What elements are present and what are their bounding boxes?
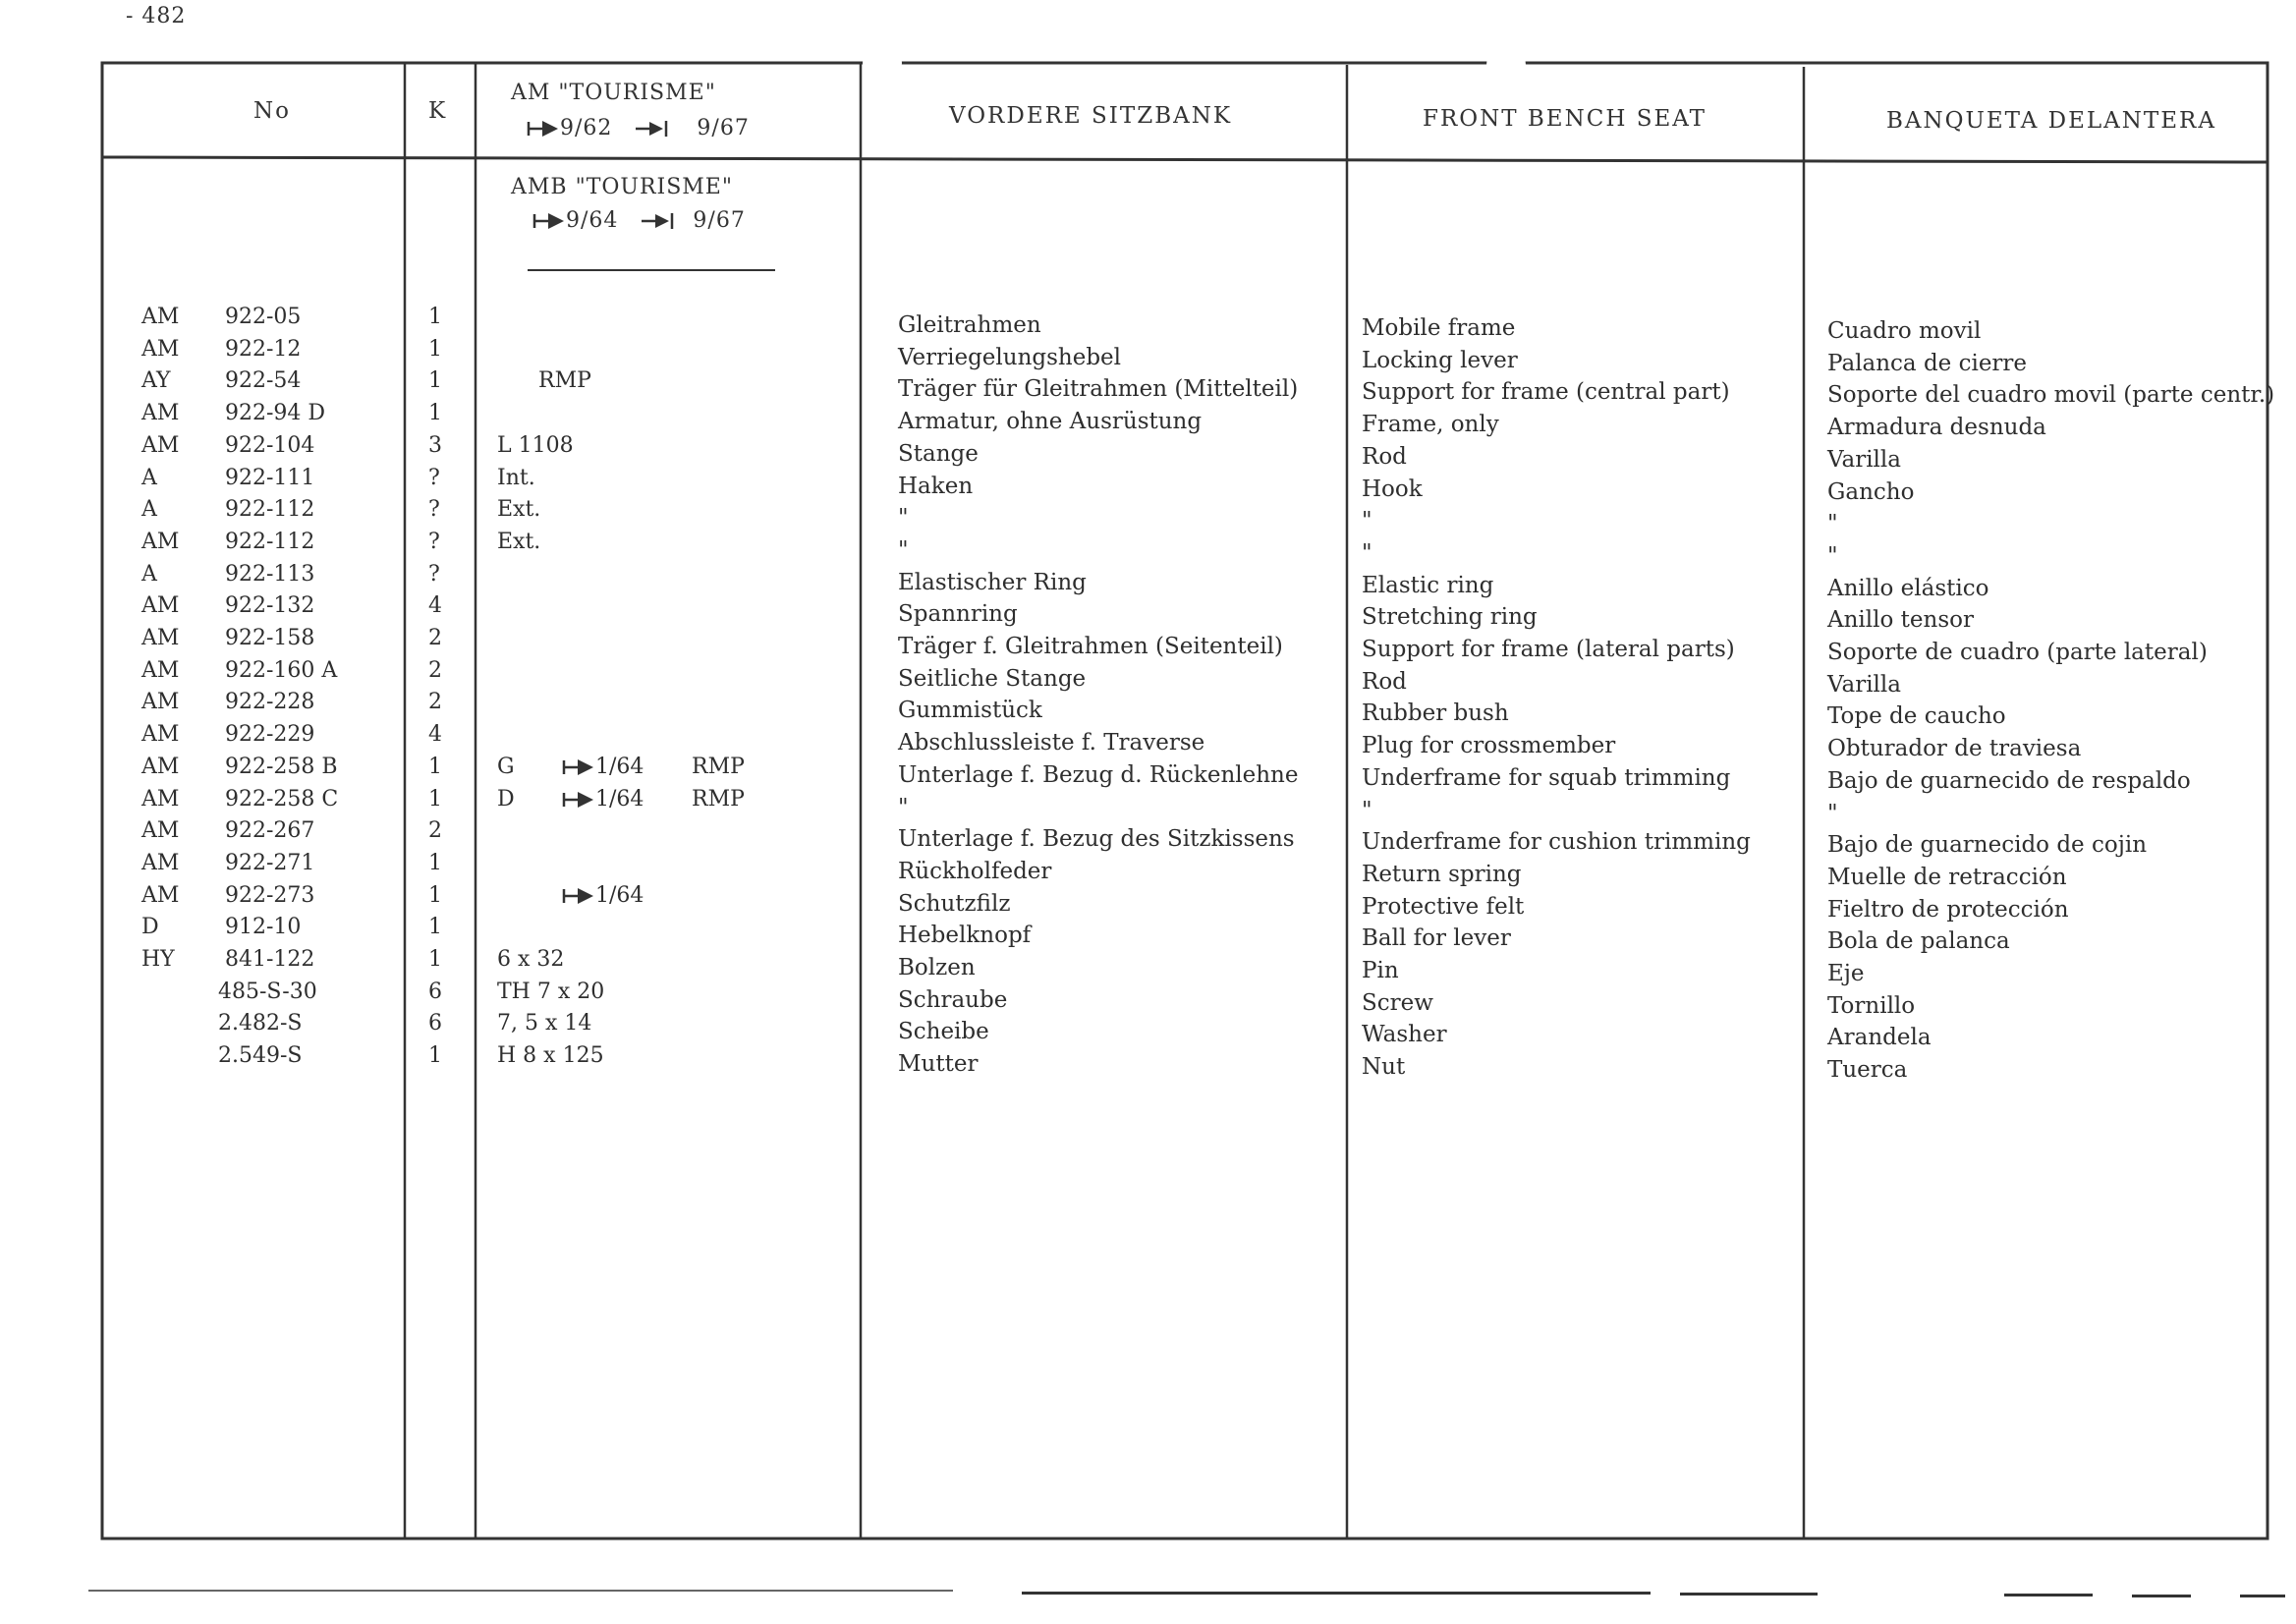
row-quantity: 1	[428, 401, 442, 426]
row-part-number: 922-271	[225, 850, 315, 875]
row-german: Abschlussleiste f. Traverse	[898, 730, 1205, 756]
from-arrow-icon	[562, 886, 595, 906]
row-quantity: 1	[428, 947, 442, 972]
row-english: Rod	[1362, 668, 1407, 695]
row-part-number: 912-10	[225, 915, 302, 940]
row-prefix: D	[141, 915, 159, 940]
row-german: Rückholfeder	[898, 858, 1052, 884]
row-english: Locking lever	[1362, 347, 1518, 373]
row-quantity: 1	[428, 786, 442, 812]
row-quantity: 2	[428, 626, 442, 650]
section-model-range	[532, 208, 746, 233]
row-spanish: "	[1827, 542, 1838, 569]
row-spanish: Anillo elástico	[1827, 575, 1989, 601]
row-part-number: 922-12	[225, 336, 302, 362]
row-english: Hook	[1362, 476, 1423, 502]
row-part-number: 922-258 B	[225, 754, 338, 779]
row-spanish: Varilla	[1827, 671, 1901, 698]
row-prefix: AM	[141, 593, 180, 619]
row-part-number: 922-158	[225, 626, 315, 650]
section-model-name: AMB "TOURISME"	[511, 175, 733, 199]
row-spanish: Arandela	[1827, 1025, 1932, 1051]
row-german: Spannring	[898, 601, 1018, 628]
row-german: Gleitrahmen	[898, 312, 1041, 338]
row-prefix: AM	[141, 850, 180, 875]
row-part-number: 922-258 C	[225, 786, 339, 812]
header-model-range	[527, 116, 750, 140]
row-notes: TH 7 x 20	[497, 979, 605, 1004]
row-quantity: ?	[428, 465, 440, 490]
row-quantity: 1	[428, 336, 442, 362]
row-part-number: 922-273	[225, 882, 315, 908]
row-english: Underframe for cushion trimming	[1362, 829, 1751, 856]
row-english: Washer	[1362, 1022, 1447, 1048]
to-arrow-icon	[634, 119, 673, 139]
row-prefix: AM	[141, 336, 180, 362]
row-notes: 6 x 32	[497, 947, 565, 972]
section-to-date: 9/67	[693, 208, 746, 233]
row-prefix: AM	[141, 882, 180, 908]
row-prefix: AM	[141, 401, 180, 426]
row-prefix: A	[141, 465, 157, 490]
row-prefix: AY	[141, 368, 171, 394]
page-number: - 482	[126, 4, 187, 28]
row-english: Support for frame (central part)	[1362, 379, 1730, 406]
scan-line	[2240, 1595, 2285, 1597]
header-spanish: BANQUETA DELANTERA	[1886, 108, 2216, 134]
row-part-number: 922-112	[225, 529, 315, 554]
row-spanish: Varilla	[1827, 446, 1901, 473]
row-date-text: 1/64	[595, 882, 644, 908]
row-english: Elastic ring	[1362, 572, 1494, 598]
row-quantity: 1	[428, 368, 442, 394]
row-spanish: Cuadro movil	[1827, 318, 1982, 344]
row-part-number: 2.482-S	[218, 1011, 303, 1036]
row-german: Mutter	[898, 1051, 979, 1078]
scan-line	[1680, 1593, 1818, 1596]
row-part-number: 922-94 D	[225, 401, 326, 426]
row-german: Haken	[898, 473, 974, 499]
row-quantity: 1	[428, 850, 442, 875]
row-prefix: AM	[141, 786, 180, 812]
row-german: Verriegelungshebel	[898, 344, 1122, 370]
row-prefix: AM	[141, 690, 180, 715]
row-quantity: 4	[428, 593, 442, 619]
row-quantity: 1	[428, 754, 442, 779]
row-spanish: Soporte de cuadro (parte lateral)	[1827, 640, 2208, 665]
row-prefix: AM	[141, 657, 180, 683]
row-quantity: 2	[428, 690, 442, 715]
row-english: Nut	[1362, 1054, 1406, 1081]
row-quantity: 1	[428, 882, 442, 908]
row-english: Underframe for squab trimming	[1362, 764, 1731, 791]
row-english: Frame, only	[1362, 412, 1499, 438]
row-date-text: 1/64	[595, 786, 644, 812]
row-rmp: RMP	[692, 786, 745, 812]
row-notes: D	[497, 786, 515, 812]
row-prefix: HY	[141, 947, 175, 972]
row-german: Unterlage f. Bezug d. Rückenlehne	[898, 761, 1299, 788]
row-from-date	[562, 883, 644, 909]
row-part-number: 841-122	[225, 947, 315, 972]
row-part-number: 922-113	[225, 561, 315, 587]
row-prefix: AM	[141, 626, 180, 650]
row-part-number: 922-111	[225, 465, 315, 490]
row-notes: L 1108	[497, 432, 574, 458]
row-quantity: 2	[428, 657, 442, 683]
row-english: Return spring	[1362, 861, 1522, 887]
row-quantity: 1	[428, 915, 442, 940]
row-part-number: 922-160 A	[225, 657, 338, 683]
row-part-number: 485-S-30	[218, 979, 317, 1004]
row-prefix: AM	[141, 818, 180, 844]
row-english: Stretching ring	[1362, 604, 1538, 631]
row-from-date	[562, 787, 644, 812]
row-prefix: AM	[141, 722, 180, 748]
row-english: "	[1362, 797, 1372, 823]
row-notes: Ext.	[497, 497, 541, 523]
row-german: Seitliche Stange	[898, 665, 1087, 692]
row-prefix: A	[141, 497, 157, 523]
row-prefix: AM	[141, 432, 180, 458]
scan-line	[2132, 1595, 2191, 1597]
row-notes: Ext.	[497, 529, 541, 554]
header-english: FRONT BENCH SEAT	[1423, 106, 1707, 132]
row-spanish: Obturador de traviesa	[1827, 736, 2082, 762]
row-spanish: Gancho	[1827, 478, 1915, 505]
row-quantity: 3	[428, 432, 442, 458]
row-quantity: 1	[428, 1043, 442, 1069]
row-part-number: 922-104	[225, 432, 315, 458]
row-part-number: 922-267	[225, 818, 315, 844]
row-prefix: AM	[141, 529, 180, 554]
row-english: Protective felt	[1362, 893, 1525, 920]
row-spanish: "	[1827, 800, 1838, 826]
row-quantity: ?	[428, 561, 440, 587]
row-german: "	[898, 536, 909, 563]
row-english: Mobile frame	[1362, 315, 1516, 341]
row-english: Plug for crossmember	[1362, 733, 1616, 759]
row-prefix: AM	[141, 305, 180, 329]
from-arrow-icon	[532, 211, 566, 231]
row-english: Rubber bush	[1362, 700, 1509, 727]
header-from-date: 9/62	[560, 116, 613, 140]
header-k: K	[428, 98, 448, 124]
row-spanish: Armadura desnuda	[1827, 415, 2046, 441]
row-german: Elastischer Ring	[898, 569, 1087, 595]
row-part-number: 922-54	[225, 368, 302, 394]
row-spanish: "	[1827, 511, 1838, 537]
row-spanish: Tope de caucho	[1827, 703, 2006, 730]
row-prefix: A	[141, 561, 157, 587]
row-german: Schutzfilz	[898, 890, 1011, 917]
row-german: Schraube	[898, 986, 1008, 1013]
row-notes: Int.	[497, 465, 535, 490]
row-part-number: 922-228	[225, 690, 315, 715]
section-from-date: 9/64	[566, 208, 619, 233]
row-quantity: 1	[428, 305, 442, 329]
from-arrow-icon	[562, 757, 595, 777]
row-part-number: 922-05	[225, 305, 302, 329]
from-arrow-icon	[562, 790, 595, 810]
row-spanish: Soporte del cuadro movil (parte centr.)	[1827, 382, 2275, 409]
row-spanish: Eje	[1827, 961, 1865, 986]
header-no: No	[253, 98, 291, 124]
row-spanish: Muelle de retracción	[1827, 864, 2067, 890]
row-english: "	[1362, 539, 1372, 566]
row-english: Support for frame (lateral parts)	[1362, 637, 1735, 662]
row-notes: H 8 x 125	[497, 1043, 604, 1069]
row-spanish: Tornillo	[1827, 992, 1916, 1019]
row-english: Screw	[1362, 989, 1433, 1016]
scan-line	[2004, 1594, 2093, 1596]
row-part-number: 922-132	[225, 593, 315, 619]
header-to-date: 9/67	[697, 116, 750, 140]
row-german: "	[898, 505, 909, 532]
header-model-name: AM "TOURISME"	[511, 81, 716, 105]
scan-line	[88, 1590, 953, 1592]
row-german: Gummistück	[898, 698, 1042, 724]
row-part-number: 2.549-S	[218, 1043, 303, 1069]
row-prefix: AM	[141, 754, 180, 779]
row-german: Bolzen	[898, 955, 976, 980]
row-spanish: Bola de palanca	[1827, 928, 2010, 955]
section-underline	[528, 269, 775, 271]
row-english: Rod	[1362, 443, 1407, 470]
scan-line	[1022, 1592, 1651, 1595]
row-german: Träger f. Gleitrahmen (Seitenteil)	[898, 634, 1283, 659]
row-quantity: ?	[428, 497, 440, 523]
row-quantity: 6	[428, 979, 442, 1004]
row-quantity: ?	[428, 529, 440, 554]
row-german: Träger für Gleitrahmen (Mittelteil)	[898, 376, 1299, 403]
row-rmp: RMP	[692, 754, 745, 779]
row-english: Ball for lever	[1362, 925, 1511, 952]
row-quantity: 2	[428, 818, 442, 844]
row-spanish: Bajo de guarnecido de cojin	[1827, 832, 2148, 859]
to-arrow-icon	[640, 211, 679, 231]
header-german: VORDERE SITZBANK	[949, 103, 1233, 129]
row-quantity: 4	[428, 722, 442, 748]
row-german: Armatur, ohne Ausrüstung	[898, 409, 1203, 435]
header-model	[511, 81, 716, 105]
row-spanish: Tuerca	[1827, 1057, 1908, 1084]
row-german: Hebelknopf	[898, 923, 1032, 949]
row-part-number: 922-229	[225, 722, 315, 748]
row-german: Unterlage f. Bezug des Sitzkissens	[898, 826, 1295, 853]
row-notes: 7, 5 x 14	[497, 1011, 592, 1036]
row-spanish: Anillo tensor	[1827, 607, 1974, 634]
row-spanish: Fieltro de protección	[1827, 896, 2069, 923]
row-from-date	[562, 755, 644, 780]
row-english: Pin	[1362, 958, 1399, 983]
row-german: "	[898, 794, 909, 820]
row-spanish: Palanca de cierre	[1827, 350, 2028, 376]
row-notes: G	[497, 754, 515, 779]
row-rmp: RMP	[538, 368, 591, 394]
row-date-text: 1/64	[595, 754, 644, 779]
row-quantity: 6	[428, 1011, 442, 1036]
row-german: Stange	[898, 440, 979, 467]
row-german: Scheibe	[898, 1019, 989, 1045]
section-model	[511, 175, 733, 199]
row-english: "	[1362, 508, 1372, 534]
from-arrow-icon	[527, 119, 560, 139]
row-part-number: 922-112	[225, 497, 315, 523]
row-spanish: Bajo de guarnecido de respaldo	[1827, 767, 2191, 794]
